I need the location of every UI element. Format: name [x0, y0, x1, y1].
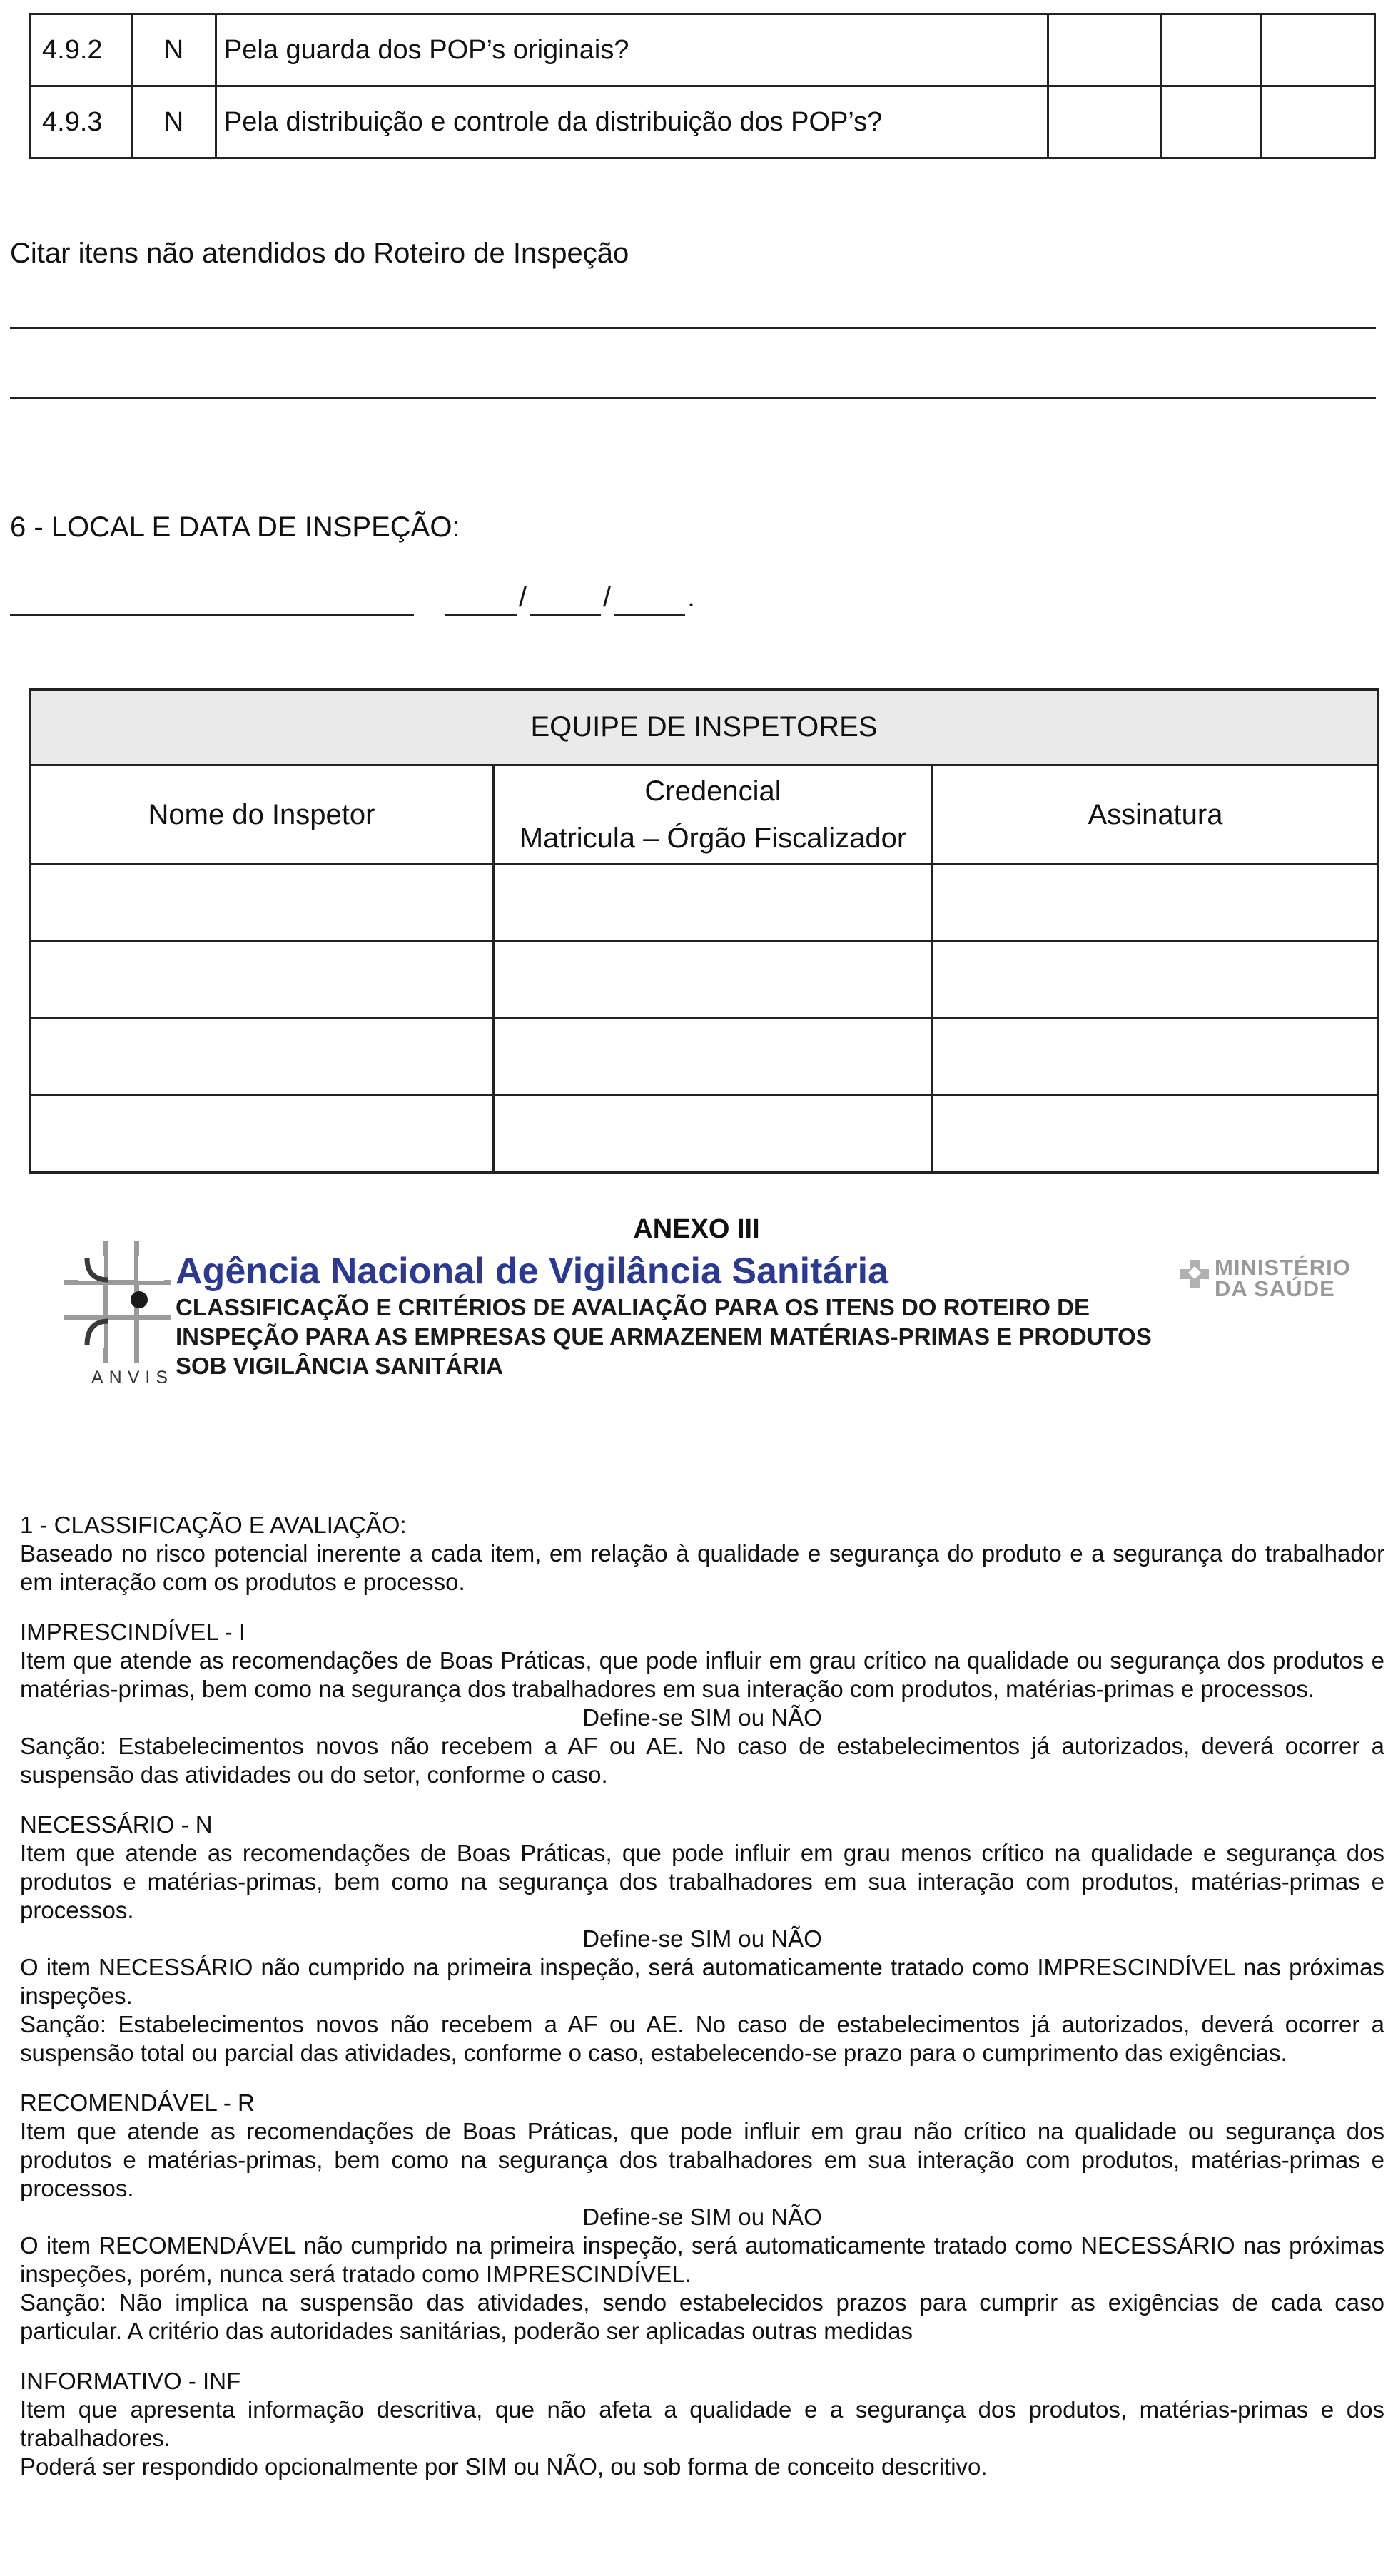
inspector-name-cell[interactable]: [30, 1096, 494, 1173]
annex-subtitle-line2: INSPEÇÃO PARA AS EMPRESAS QUE ARMAZENEM MATÉRIAS-PRIMAS E PRODUTOS: [176, 1323, 1152, 1350]
table-row: [30, 865, 1379, 942]
date-end: .: [687, 581, 696, 613]
ministry-line2: DA SAÚDE: [1215, 1276, 1335, 1301]
date-day-field[interactable]: [445, 614, 517, 616]
recomendavel-sancao: Sanção: Não implica na suspensão das atividades, sendo estabelecidos prazos para cumprir as exigências de cada caso particular. A critério das autoridades sanitárias, poderão ser aplicadas outras medidas: [20, 2289, 1384, 2344]
anvisa-logo: [64, 1241, 171, 1370]
imprescindivel-sancao: Sanção: Estabelecimentos novos não recebem a AF ou AE. No caso de estabelecimentos já autorizados, deverá ocorrer a suspensão das atividades ou do setor, conforme o caso.: [20, 1733, 1384, 1788]
date-year-field[interactable]: [614, 614, 685, 616]
checklist-table: [29, 13, 1376, 159]
item-class: N: [131, 86, 216, 158]
answer-cell-na[interactable]: [1261, 86, 1375, 158]
ministry-logo: [1179, 1258, 1210, 1290]
inspector-name-cell[interactable]: [30, 942, 494, 1019]
annex-title: ANEXO III: [633, 1214, 760, 1244]
inspector-name-cell[interactable]: [30, 1019, 494, 1096]
signature-cell[interactable]: [933, 865, 1379, 942]
define-sim-nao: Define-se SIM ou NÃO: [582, 1704, 822, 1731]
item-question: Pela guarda dos POP’s originais?: [216, 14, 1048, 86]
inspector-name-cell[interactable]: [30, 865, 494, 942]
answer-cell-sim[interactable]: [1048, 86, 1162, 158]
agency-name: Agência Nacional de Vigilância Sanitária: [176, 1251, 888, 1292]
signature-cell[interactable]: [933, 942, 1379, 1019]
item-question: Pela distribuição e controle da distribuição dos POP’s?: [216, 86, 1048, 158]
item-class: N: [131, 14, 216, 86]
item-code: 4.9.3: [30, 86, 132, 158]
answer-cell-nao[interactable]: [1162, 86, 1261, 158]
annex-subtitle-line3: SOB VIGILÂNCIA SANITÁRIA: [176, 1353, 503, 1379]
health-cross-icon: [1179, 1258, 1210, 1290]
table-header: [30, 690, 1379, 765]
col-signature-header: Assinatura: [933, 765, 1379, 865]
inspectors-table: [29, 688, 1379, 1174]
recomendavel-nota: O item RECOMENDÁVEL não cumprido na primeira inspeção, será automaticamente tratado como NECESSÁRIO nas próximas inspeções, porém, nunca será tratado como IMPRESCINDÍVEL.: [20, 2232, 1384, 2287]
signature-cell[interactable]: [933, 1096, 1379, 1173]
recomendavel-desc: Item que atende as recomendações de Boas Práticas, que pode influir em grau não crítico na qualidade ou segurança dos produtos e matérias-primas, bem como na segurança dos trabalhadores em sua interação com produtos, matérias-primas e processos.: [20, 2118, 1384, 2201]
criteria-intro: Baseado no risco potencial inerente a cada item, em relação à qualidade e segurança do produto e a segurança do trabalhador em interação com os produtos e processo.: [20, 1540, 1384, 1595]
table-row: [30, 1096, 1379, 1173]
necessario-desc: Item que atende as recomendações de Boas Práticas, que pode influir em grau menos crítico na qualidade e segurança dos produtos e matérias-primas, bem como na segurança dos trabalhadores em sua interação com produtos, matérias-primas e processos.: [20, 1840, 1384, 1923]
date-separator: /: [603, 581, 612, 613]
informativo-title: INFORMATIVO - INF: [20, 2368, 241, 2394]
local-field[interactable]: [10, 614, 414, 616]
credential-cell[interactable]: [494, 942, 933, 1019]
item-code: 4.9.2: [30, 14, 132, 86]
table-row: [30, 86, 1375, 158]
ministry-name: [1215, 1257, 1351, 1300]
necessario-nota: O item NECESSÁRIO não cumprido na primeira inspeção, será automaticamente tratado como IMPRESCINDÍVEL nas próximas inspeções.: [20, 1954, 1384, 2009]
define-sim-nao: Define-se SIM ou NÃO: [582, 2204, 822, 2230]
date-month-field[interactable]: [530, 614, 601, 616]
answer-cell-na[interactable]: [1261, 14, 1375, 86]
answer-line-2[interactable]: [10, 397, 1376, 399]
recomendavel-title: RECOMENDÁVEL - R: [20, 2089, 255, 2116]
citar-label: Citar itens não atendidos do Roteiro de Inspeção: [10, 238, 629, 269]
table-row: [30, 1019, 1379, 1096]
imprescindivel-desc: Item que atende as recomendações de Boas Práticas, que pode influir em grau crítico na qualidade ou segurança dos produtos e matérias-primas, bem como na segurança dos trabalhadores em sua interação com produtos, matérias-primas e processos.: [20, 1647, 1384, 1702]
answer-line-1[interactable]: [10, 327, 1376, 329]
anvisa-cross-icon: [64, 1241, 171, 1370]
informativo-nota: Poderá ser respondido opcionalmente por SIM ou NÃO, ou sob forma de conceito descritivo.: [20, 2453, 988, 2480]
informativo-desc: Item que apresenta informação descritiva, que não afeta a qualidade e a segurança dos produtos, matérias-primas e dos trabalhadores.: [20, 2396, 1384, 2451]
local-title: 6 - LOCAL E DATA DE INSPEÇÃO:: [10, 511, 460, 543]
credential-cell[interactable]: [494, 865, 933, 942]
credential-cell[interactable]: [494, 1019, 933, 1096]
section-heading: 1 - CLASSIFICAÇÃO E AVALIAÇÃO:: [20, 1512, 407, 1538]
column-headers: [30, 765, 1379, 865]
col-credential-line2: Matricula – Órgão Fiscalizador: [519, 823, 907, 854]
imprescindivel-title: IMPRESCINDÍVEL - I: [20, 1619, 245, 1645]
define-sim-nao: Define-se SIM ou NÃO: [582, 1925, 822, 1952]
logo-text: ANVIS: [91, 1368, 174, 1388]
annex-subtitle: [176, 1293, 1152, 1380]
team-title: EQUIPE DE INSPETORES: [30, 690, 1379, 765]
table-row: [30, 942, 1379, 1019]
col-name-header: Nome do Inspetor: [30, 765, 494, 865]
table-row: [30, 14, 1375, 86]
signature-cell[interactable]: [933, 1019, 1379, 1096]
annex-subtitle-line1: CLASSIFICAÇÃO E CRITÉRIOS DE AVALIAÇÃO PARA OS ITENS DO ROTEIRO DE: [176, 1294, 1090, 1320]
col-credential-header: [494, 765, 933, 865]
criteria-section: [20, 1511, 1384, 2481]
necessario-sancao: Sanção: Estabelecimentos novos não recebem a AF ou AE. No caso de estabelecimentos já autorizados, deverá ocorrer a suspensão total ou parcial das atividades, conforme o caso, estabelecendo-se prazo para o cumprimento das exigências.: [20, 2011, 1384, 2066]
answer-cell-sim[interactable]: [1048, 14, 1162, 86]
col-credential-line1: Credencial: [644, 775, 781, 807]
necessario-title: NECESSÁRIO - N: [20, 1811, 213, 1838]
date-separator: /: [519, 581, 527, 613]
credential-cell[interactable]: [494, 1096, 933, 1173]
ministry-line1: MINISTÉRIO: [1215, 1255, 1351, 1280]
answer-cell-nao[interactable]: [1162, 14, 1261, 86]
